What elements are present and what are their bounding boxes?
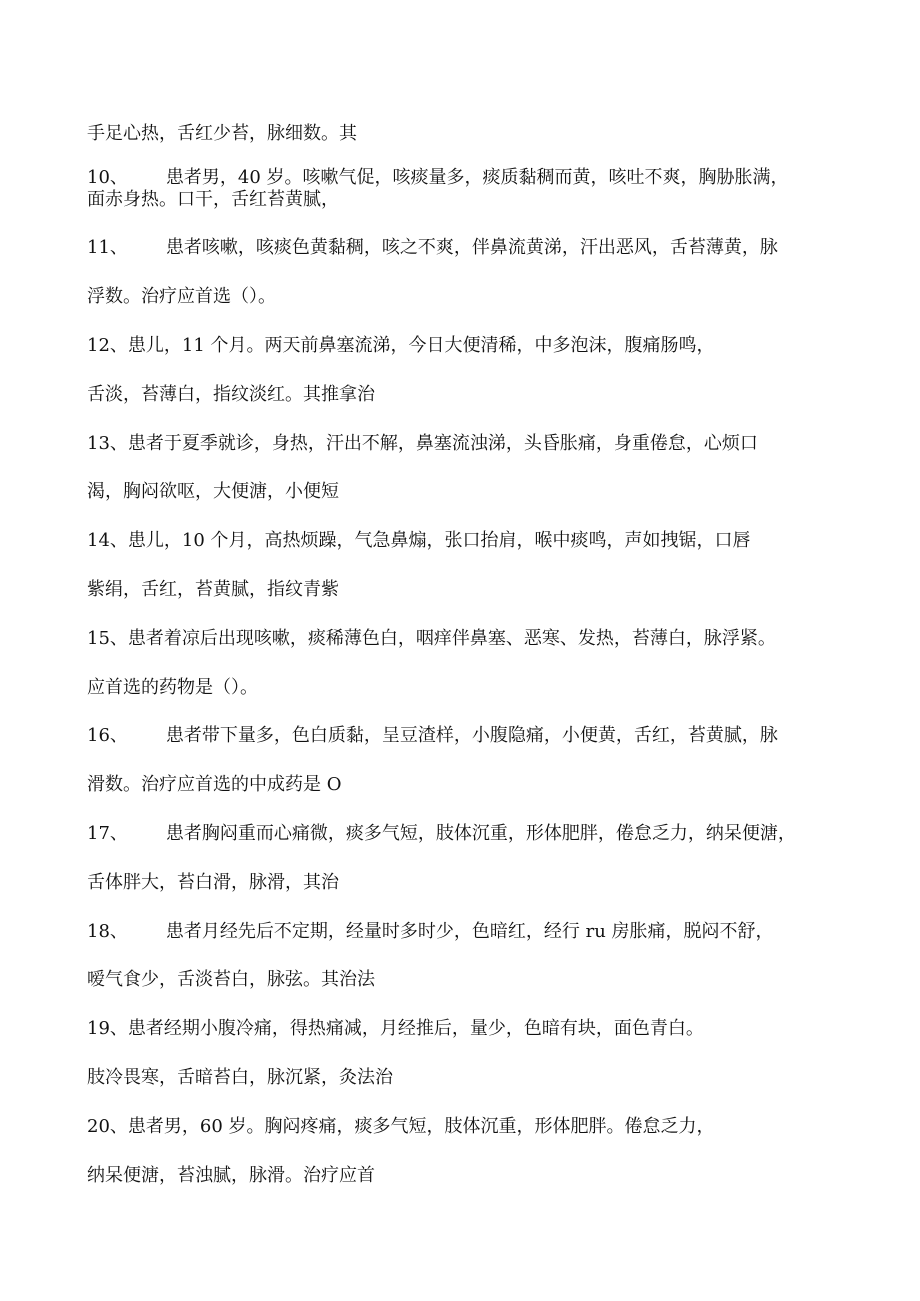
text: 嗳气食少，舌淡苔白，脉弦。其治法 [87,969,375,990]
text: 应首选的药物是（）。 [87,677,258,698]
question-text: 14、患儿，10 个月，高热烦躁，气急鼻煽，张口抬肩，喉中痰鸣，声如拽锯，口唇 [87,530,751,551]
text-line [87,1066,393,1090]
text-line [87,480,339,504]
text: 渴，胸闷欲呕，大便溏，小便短 [87,481,339,502]
question-number: 10、 [87,167,128,188]
question-number: 18、 [87,921,128,942]
question-number: 16、 [87,725,128,746]
question-text: 患者男，40 岁。咳嗽气促，咳痰量多，痰质黏稠而黄，咳吐不爽，胸胁胀满， [165,167,789,188]
question-number: 11、 [87,237,128,258]
question-text: 患者月经先后不定期，经量时多时少，色暗红，经行 ru 房胀痛，脱闷不舒， [165,921,774,942]
text: 浮数。治疗应首选（）。 [87,286,276,307]
text-line [87,578,339,602]
question-19 [87,1017,704,1041]
question-14 [87,529,751,553]
question-text: 15、患者着凉后出现咳嗽，痰稀薄色白，咽痒伴鼻塞、恶寒、发热，苔薄白，脉浮紧。 [87,628,776,649]
text: 舌淡，苔薄白，指纹淡红。其推拿治 [87,384,375,405]
question-12 [87,334,715,358]
question-number: 17、 [87,823,128,844]
question-11 [87,236,778,260]
text-line [87,676,258,700]
text-line [87,773,341,797]
question-text: 20、患者男，60 岁。胸闷疼痛，痰多气短，肢体沉重，形体肥胖。倦怠乏力， [87,1116,715,1137]
question-10 [87,166,789,190]
text-line [87,188,339,212]
text: 面赤身热。口干，舌红苔黄腻， [87,189,339,210]
text: 舌体胖大，苔白滑，脉滑，其治 [87,872,339,893]
question-16 [87,724,778,748]
question-20 [87,1115,715,1139]
text-line [87,871,339,895]
text: 肢冷畏寒，舌暗苔白，脉沉紧，灸法治 [87,1067,393,1088]
text-line [87,383,375,407]
text-line [87,122,357,146]
text-line [87,1164,375,1188]
text: 手足心热，舌红少苔，脉细数。其 [87,123,357,144]
question-15 [87,627,776,651]
question-text: 19、患者经期小腹冷痛，得热痛减，月经推后，量少，色暗有块，面色青白。 [87,1018,704,1039]
text: 滑数。治疗应首选的中成药是 O [87,774,342,795]
text-line [87,285,276,309]
text-line [87,968,375,992]
text: 纳呆便溏，苔浊腻，脉滑。治疗应首 [87,1165,375,1186]
question-text: 患者带下量多，色白质黏，呈豆渣样，小腹隐痛，小便黄，舌红，苔黄腻，脉 [165,725,778,746]
question-text: 患者咳嗽，咳痰色黄黏稠，咳之不爽，伴鼻流黄涕，汗出恶风，舌苔薄黄，脉 [165,237,778,258]
text: 紫绢，舌红，苔黄腻，指纹青紫 [87,579,339,600]
question-text: 12、患儿，11 个月。两天前鼻塞流涕，今日大便清稀，中多泡沫，腹痛肠鸣， [87,335,715,356]
question-18 [87,920,774,944]
question-text: 患者胸闷重而心痛微，痰多气短，肢体沉重，形体肥胖，倦怠乏力，纳呆便溏， [165,823,796,844]
question-17 [87,822,796,846]
question-text: 13、患者于夏季就诊，身热，汗出不解，鼻塞流浊涕，头昏胀痛，身重倦怠，心烦口 [87,433,758,454]
question-13 [87,432,758,456]
